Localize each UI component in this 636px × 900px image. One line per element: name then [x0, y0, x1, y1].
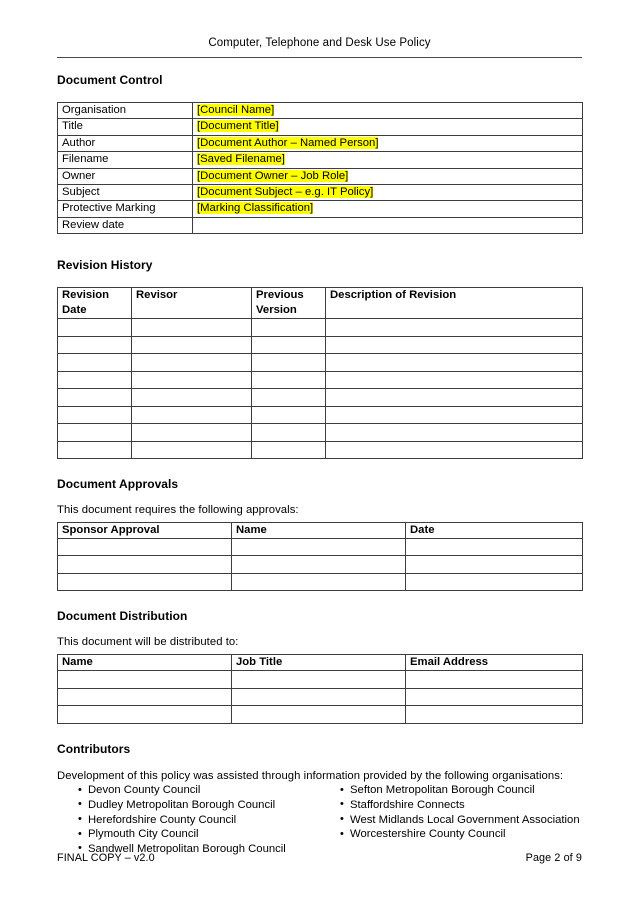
column-header: Date: [406, 522, 583, 538]
revision-history-cell: [132, 371, 252, 389]
table-header-row: [58, 654, 583, 670]
revision-history-cell: [326, 389, 583, 407]
table-row: [58, 103, 583, 119]
list-item: • Sefton Metropolitan Borough Council: [322, 783, 582, 798]
revision-history-cell: [132, 406, 252, 424]
document-approvals-cell: [406, 573, 583, 591]
column-header: Revisor: [132, 288, 252, 319]
document-distribution-cell: [406, 706, 583, 724]
document-control-label: Protective Marking: [58, 201, 193, 217]
document-approvals-cell: [232, 573, 406, 591]
document-distribution-table-head: [58, 654, 583, 670]
spacer: [57, 624, 582, 635]
revision-history-cell: [58, 371, 132, 389]
table-row: [58, 354, 583, 372]
table-row: [58, 706, 583, 724]
revision-history-table-head: [58, 288, 583, 319]
table-header-row: [58, 522, 583, 538]
table-row: [58, 336, 583, 354]
revision-history-cell: [132, 389, 252, 407]
contributors-intro: Development of this policy was assisted through information provided by the following organisations:: [57, 769, 564, 782]
table-row: [58, 389, 583, 407]
revision-history-cell: [58, 441, 132, 459]
spacer: [57, 492, 582, 503]
revision-history-cell: [58, 424, 132, 442]
revision-history-cell: [58, 319, 132, 337]
highlighted-placeholder: [Council Name]: [197, 104, 275, 116]
document-approvals-table-head: [58, 522, 583, 538]
document-distribution-cell: [58, 671, 232, 689]
revision-history-cell: [58, 389, 132, 407]
highlighted-placeholder: [Document Subject – e.g. IT Policy]: [197, 186, 374, 199]
highlighted-placeholder: [Document Author – Named Person]: [197, 136, 379, 149]
section-title-document-approvals: Document Approvals: [57, 477, 179, 492]
document-control-label: Organisation: [58, 103, 193, 119]
column-header: Name: [232, 522, 406, 538]
revision-history-cell: [132, 424, 252, 442]
table-row: [58, 319, 583, 337]
revision-history-cell: [326, 319, 583, 337]
document-control-value: [193, 201, 583, 217]
document-distribution-cell: [232, 688, 406, 706]
table-row: [58, 371, 583, 389]
section-title-document-control: Document Control: [57, 73, 163, 87]
document-distribution-cell: [58, 688, 232, 706]
highlighted-placeholder: [Document Owner – Job Role]: [197, 169, 349, 182]
document-control-value: [193, 103, 583, 119]
section-title-document-distribution: Document Distribution: [57, 609, 188, 624]
revision-history-cell: [132, 319, 252, 337]
spacer: [57, 591, 582, 609]
table-row: [58, 406, 583, 424]
revision-history-cell: [58, 406, 132, 424]
revision-history-cell: [252, 354, 326, 372]
revision-history-cell: [252, 389, 326, 407]
table-row: [58, 573, 583, 591]
document-approvals-table-body: [58, 538, 583, 591]
revision-history-cell: [326, 441, 583, 459]
list-item: • Staffordshire Connects: [322, 798, 582, 813]
highlighted-placeholder: [Saved Filename]: [197, 153, 285, 166]
document-distribution-intro: This document will be distributed to:: [57, 636, 239, 649]
revision-history-cell: [326, 336, 583, 354]
section-title-contributors: Contributors: [57, 741, 131, 756]
spacer: [57, 459, 582, 477]
spacer: [57, 757, 582, 769]
document-approvals-cell: [406, 556, 583, 574]
document-body: [57, 73, 582, 856]
header-rule-divider: [57, 57, 582, 58]
highlighted-placeholder: [Document Title]: [197, 120, 279, 133]
table-row: [58, 441, 583, 459]
list-item: • Dudley Metropolitan Borough Council: [57, 798, 322, 813]
list-item: • Plymouth City Council: [57, 827, 322, 842]
revision-history-cell: [252, 336, 326, 354]
document-approvals-cell: [406, 538, 583, 556]
document-distribution-table-body: [58, 671, 583, 724]
revision-history-cell: [58, 336, 132, 354]
column-header: Email Address: [406, 654, 583, 670]
table-row: [58, 671, 583, 689]
contributors-right-column: [322, 783, 582, 856]
table-row: [58, 217, 583, 233]
spacer: [57, 724, 582, 742]
document-control-label: Title: [58, 119, 193, 135]
document-approvals-intro: This document requires the following approvals:: [57, 504, 299, 517]
table-row: [58, 538, 583, 556]
revision-history-cell: [132, 354, 252, 372]
document-distribution-cell: [406, 688, 583, 706]
table-row: [58, 201, 583, 217]
revision-history-cell: [252, 319, 326, 337]
document-control-label: Review date: [58, 217, 193, 233]
table-row: [58, 688, 583, 706]
document-distribution-cell: [232, 671, 406, 689]
revision-history-cell: [326, 354, 583, 372]
document-control-label: Owner: [58, 168, 193, 184]
document-approvals-cell: [58, 538, 232, 556]
document-control-label: Author: [58, 135, 193, 151]
contributors-left-column: [57, 783, 322, 856]
spacer: [57, 273, 582, 287]
contributors-list-right: [322, 783, 582, 841]
column-header: Description of Revision: [326, 288, 583, 319]
document-distribution-table: [57, 654, 583, 724]
revision-history-cell: [326, 371, 583, 389]
page-footer: [57, 851, 582, 865]
list-item: • Devon County Council: [57, 783, 322, 798]
document-approvals-cell: [232, 556, 406, 574]
spacer: [57, 88, 582, 102]
table-row: [58, 152, 583, 168]
revision-history-cell: [132, 336, 252, 354]
revision-history-cell: [58, 354, 132, 372]
section-title-revision-history: Revision History: [57, 258, 153, 273]
spacer: [57, 234, 582, 258]
document-control-label: Filename: [58, 152, 193, 168]
revision-history-cell: [132, 441, 252, 459]
table-row: [58, 185, 583, 201]
list-item: • Herefordshire County Council: [57, 813, 322, 828]
table-header-row: [58, 288, 583, 319]
document-control-value: [193, 185, 583, 201]
column-header: Previous Version: [252, 288, 326, 319]
document-control-table: [57, 102, 583, 234]
document-control-table-body: [58, 103, 583, 234]
document-control-value: [193, 152, 583, 168]
list-item: • Worcestershire County Council: [322, 827, 582, 842]
revision-history-cell: [252, 441, 326, 459]
footer-page-number: Page 2 of 9: [525, 852, 582, 864]
highlighted-placeholder: [Marking Classification]: [197, 202, 314, 215]
document-distribution-cell: [406, 671, 583, 689]
document-control-value: [193, 135, 583, 151]
document-control-value: [193, 168, 583, 184]
document-approvals-cell: [232, 538, 406, 556]
revision-history-cell: [252, 371, 326, 389]
table-row: [58, 168, 583, 184]
revision-history-table-body: [58, 319, 583, 459]
document-distribution-cell: [58, 706, 232, 724]
table-row: [58, 556, 583, 574]
revision-history-cell: [326, 424, 583, 442]
document-approvals-cell: [58, 573, 232, 591]
footer-status-text: FINAL COPY – v2.0: [57, 852, 155, 864]
revision-history-table: [57, 287, 583, 459]
revision-history-cell: [326, 406, 583, 424]
column-header: Name: [58, 654, 232, 670]
document-control-value: [193, 217, 583, 233]
table-row: [58, 424, 583, 442]
list-item: • West Midlands Local Government Association: [322, 813, 582, 828]
table-row: [58, 119, 583, 135]
revision-history-cell: [252, 406, 326, 424]
document-approvals-table: [57, 522, 583, 592]
column-header: Job Title: [232, 654, 406, 670]
contributors-columns: [57, 783, 582, 856]
document-control-label: Subject: [58, 185, 193, 201]
document-control-value: [193, 119, 583, 135]
column-header: Sponsor Approval: [58, 522, 232, 538]
column-header: Revision Date: [58, 288, 132, 319]
revision-history-cell: [252, 424, 326, 442]
page-header-title: Computer, Telephone and Desk Use Policy: [208, 37, 431, 49]
document-distribution-cell: [232, 706, 406, 724]
contributors-list-left: [57, 783, 322, 856]
document-approvals-cell: [58, 556, 232, 574]
list-item: • Sandwell Metropolitan Borough Council: [57, 842, 322, 857]
table-row: [58, 135, 583, 151]
